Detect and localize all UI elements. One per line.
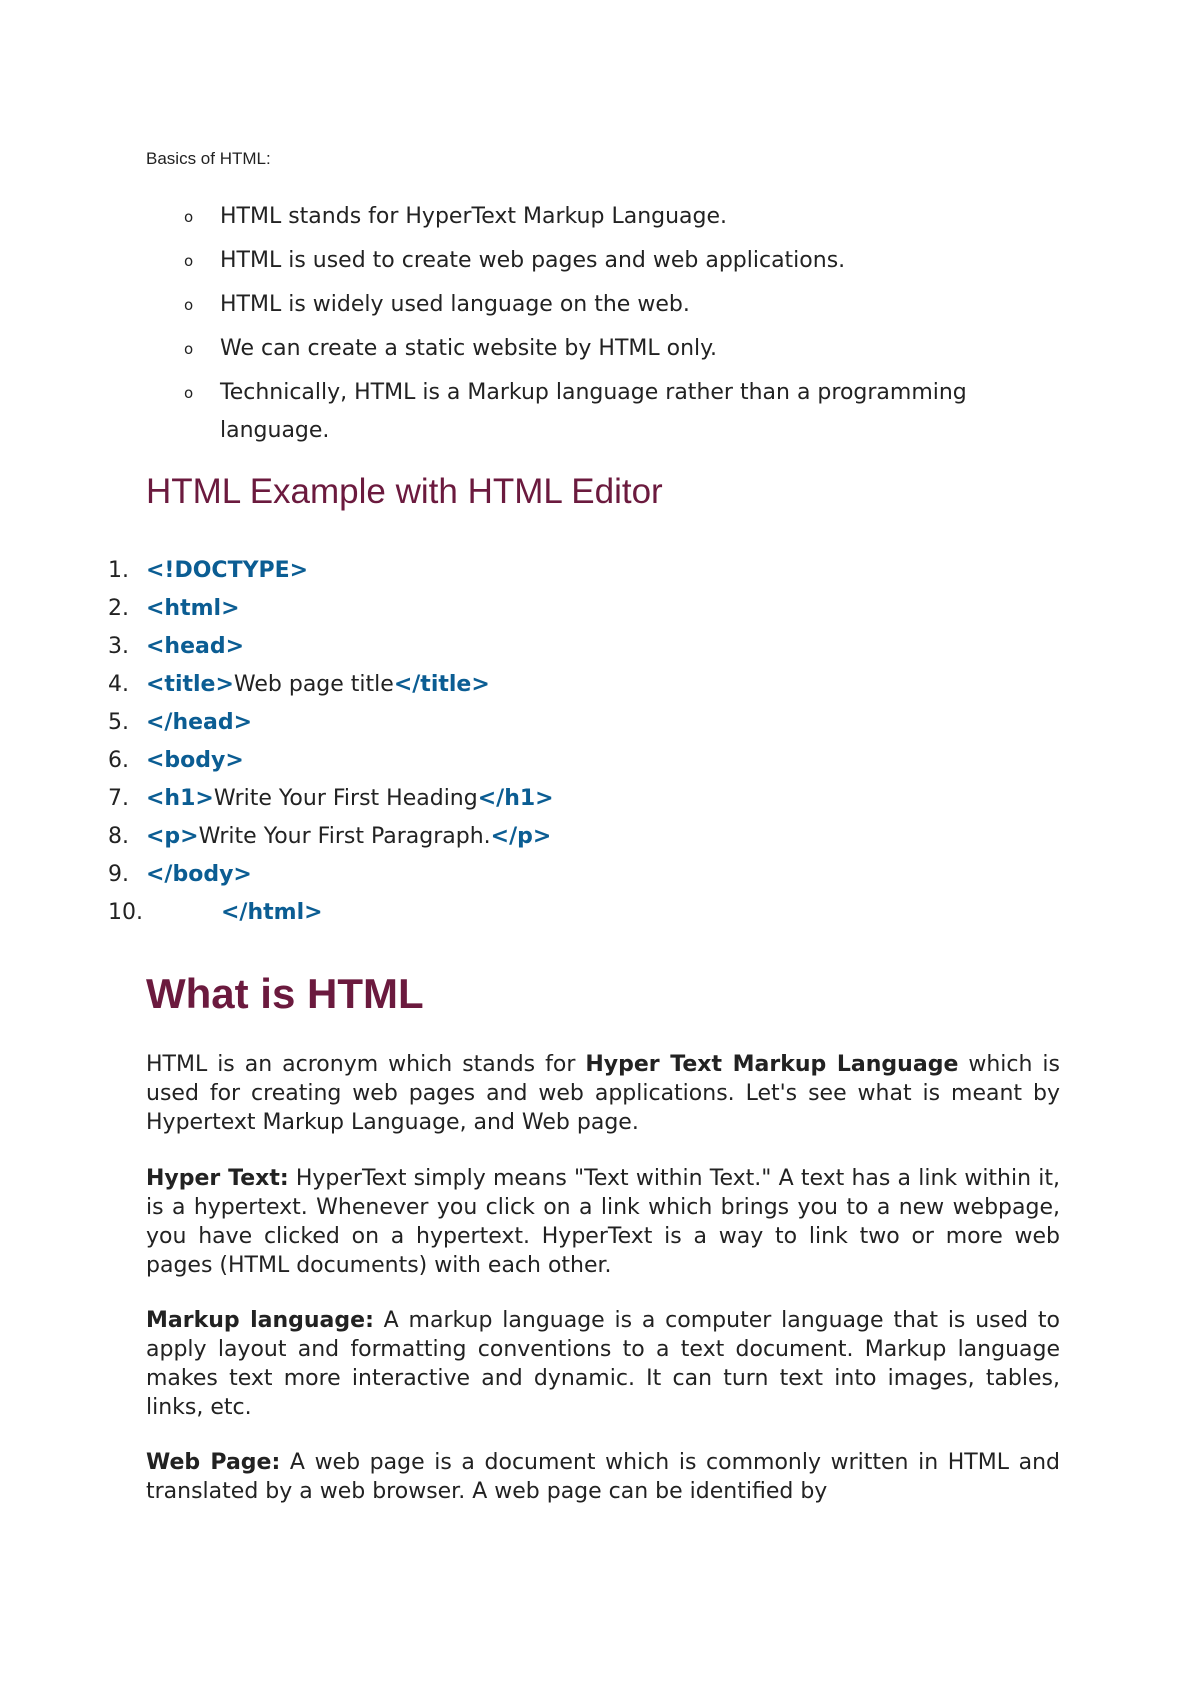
code-tag: </h1> bbox=[477, 786, 554, 811]
list-item bbox=[180, 242, 1060, 280]
code-tag: <p> bbox=[146, 824, 199, 849]
code-tag: <title> bbox=[146, 672, 234, 697]
code-line bbox=[108, 894, 554, 932]
bullet-marker: o bbox=[184, 296, 194, 314]
code-tag: <!DOCTYPE> bbox=[146, 558, 309, 583]
code-example-list bbox=[108, 552, 554, 932]
code-line bbox=[108, 742, 554, 780]
code-line bbox=[108, 856, 554, 894]
paragraph-text: A web page is a document which is commonly written in HTML and translated by a web browser. A web page can be identified by bbox=[146, 1450, 1060, 1504]
list-item bbox=[180, 374, 1060, 450]
section-heading: What is HTML bbox=[146, 970, 424, 1017]
code-tag: </body> bbox=[146, 862, 252, 887]
bullet-text: HTML is used to create web pages and web applications. bbox=[220, 248, 846, 273]
code-text: Write Your First Paragraph. bbox=[198, 824, 491, 849]
code-tag: </title> bbox=[393, 672, 490, 697]
bullet-marker: o bbox=[184, 384, 194, 402]
paragraph-markup-language bbox=[146, 1306, 1060, 1422]
bullet-text: HTML is widely used language on the web. bbox=[220, 292, 690, 317]
code-line bbox=[108, 628, 554, 666]
code-line bbox=[108, 818, 554, 856]
paragraph-text: A markup language is a computer language that is used to apply layout and formatting conventions to a text document. Markup language makes text more interactive and dynamic. It can turn text into images, tables, links, etc. bbox=[146, 1308, 1060, 1420]
line-number: 5. bbox=[108, 710, 129, 735]
paragraph-text: HyperText simply means "Text within Text." A text has a link within it, is a hypertext. Whenever you click on a link which brings you to a new webpage, you have clicked on a hypertext. HyperText is a way to link two or more web pages (HTML documents) with each other. bbox=[146, 1166, 1060, 1278]
paragraph-term: Hyper Text Markup Language bbox=[585, 1052, 959, 1077]
line-number: 4. bbox=[108, 672, 129, 697]
bullet-text: Technically, HTML is a Markup language rather than a programming language. bbox=[220, 380, 967, 443]
code-tag: <html> bbox=[146, 596, 240, 621]
code-text: Web page title bbox=[233, 672, 394, 697]
line-number: 9. bbox=[108, 862, 129, 887]
bullet-text: HTML stands for HyperText Markup Language. bbox=[220, 204, 728, 229]
paragraph-term: Web Page: bbox=[146, 1450, 281, 1475]
code-line bbox=[108, 704, 554, 742]
code-line bbox=[108, 666, 554, 704]
line-number: 1. bbox=[108, 558, 129, 583]
paragraph-term: Markup language: bbox=[146, 1308, 374, 1333]
code-tag: </head> bbox=[146, 710, 253, 735]
list-item bbox=[180, 330, 1060, 368]
bullet-text: We can create a static website by HTML only. bbox=[220, 336, 718, 361]
paragraph-intro bbox=[146, 1050, 1060, 1137]
code-tag: <h1> bbox=[146, 786, 214, 811]
code-line bbox=[108, 590, 554, 628]
intro-label: Basics of HTML: bbox=[146, 149, 271, 168]
paragraph-hypertext bbox=[146, 1164, 1060, 1280]
code-tag: <body> bbox=[146, 748, 244, 773]
paragraph-web-page bbox=[146, 1448, 1060, 1506]
line-number: 8. bbox=[108, 824, 129, 849]
code-text: Write Your First Heading bbox=[213, 786, 478, 811]
paragraph-text: which is used for creating web pages and web applications. Let's see what is meant by Hypertext Markup Language, and Web page. bbox=[146, 1052, 1060, 1135]
line-number: 10. bbox=[108, 900, 143, 925]
code-tag: <head> bbox=[146, 634, 245, 659]
code-line bbox=[108, 552, 554, 590]
list-item bbox=[180, 198, 1060, 236]
bullet-marker: o bbox=[184, 252, 194, 270]
code-tag: </html> bbox=[221, 900, 323, 925]
line-number: 7. bbox=[108, 786, 129, 811]
code-line bbox=[108, 780, 554, 818]
paragraph-term: Hyper Text: bbox=[146, 1166, 289, 1191]
code-tag: </p> bbox=[490, 824, 552, 849]
line-number: 3. bbox=[108, 634, 129, 659]
bullet-marker: o bbox=[184, 340, 194, 358]
example-heading: HTML Example with HTML Editor bbox=[146, 472, 663, 511]
paragraph-text: HTML is an acronym which stands for bbox=[146, 1052, 586, 1077]
line-number: 6. bbox=[108, 748, 129, 773]
line-number: 2. bbox=[108, 596, 129, 621]
list-item bbox=[180, 286, 1060, 324]
bullet-marker: o bbox=[184, 208, 194, 226]
bullet-list bbox=[180, 198, 1060, 456]
